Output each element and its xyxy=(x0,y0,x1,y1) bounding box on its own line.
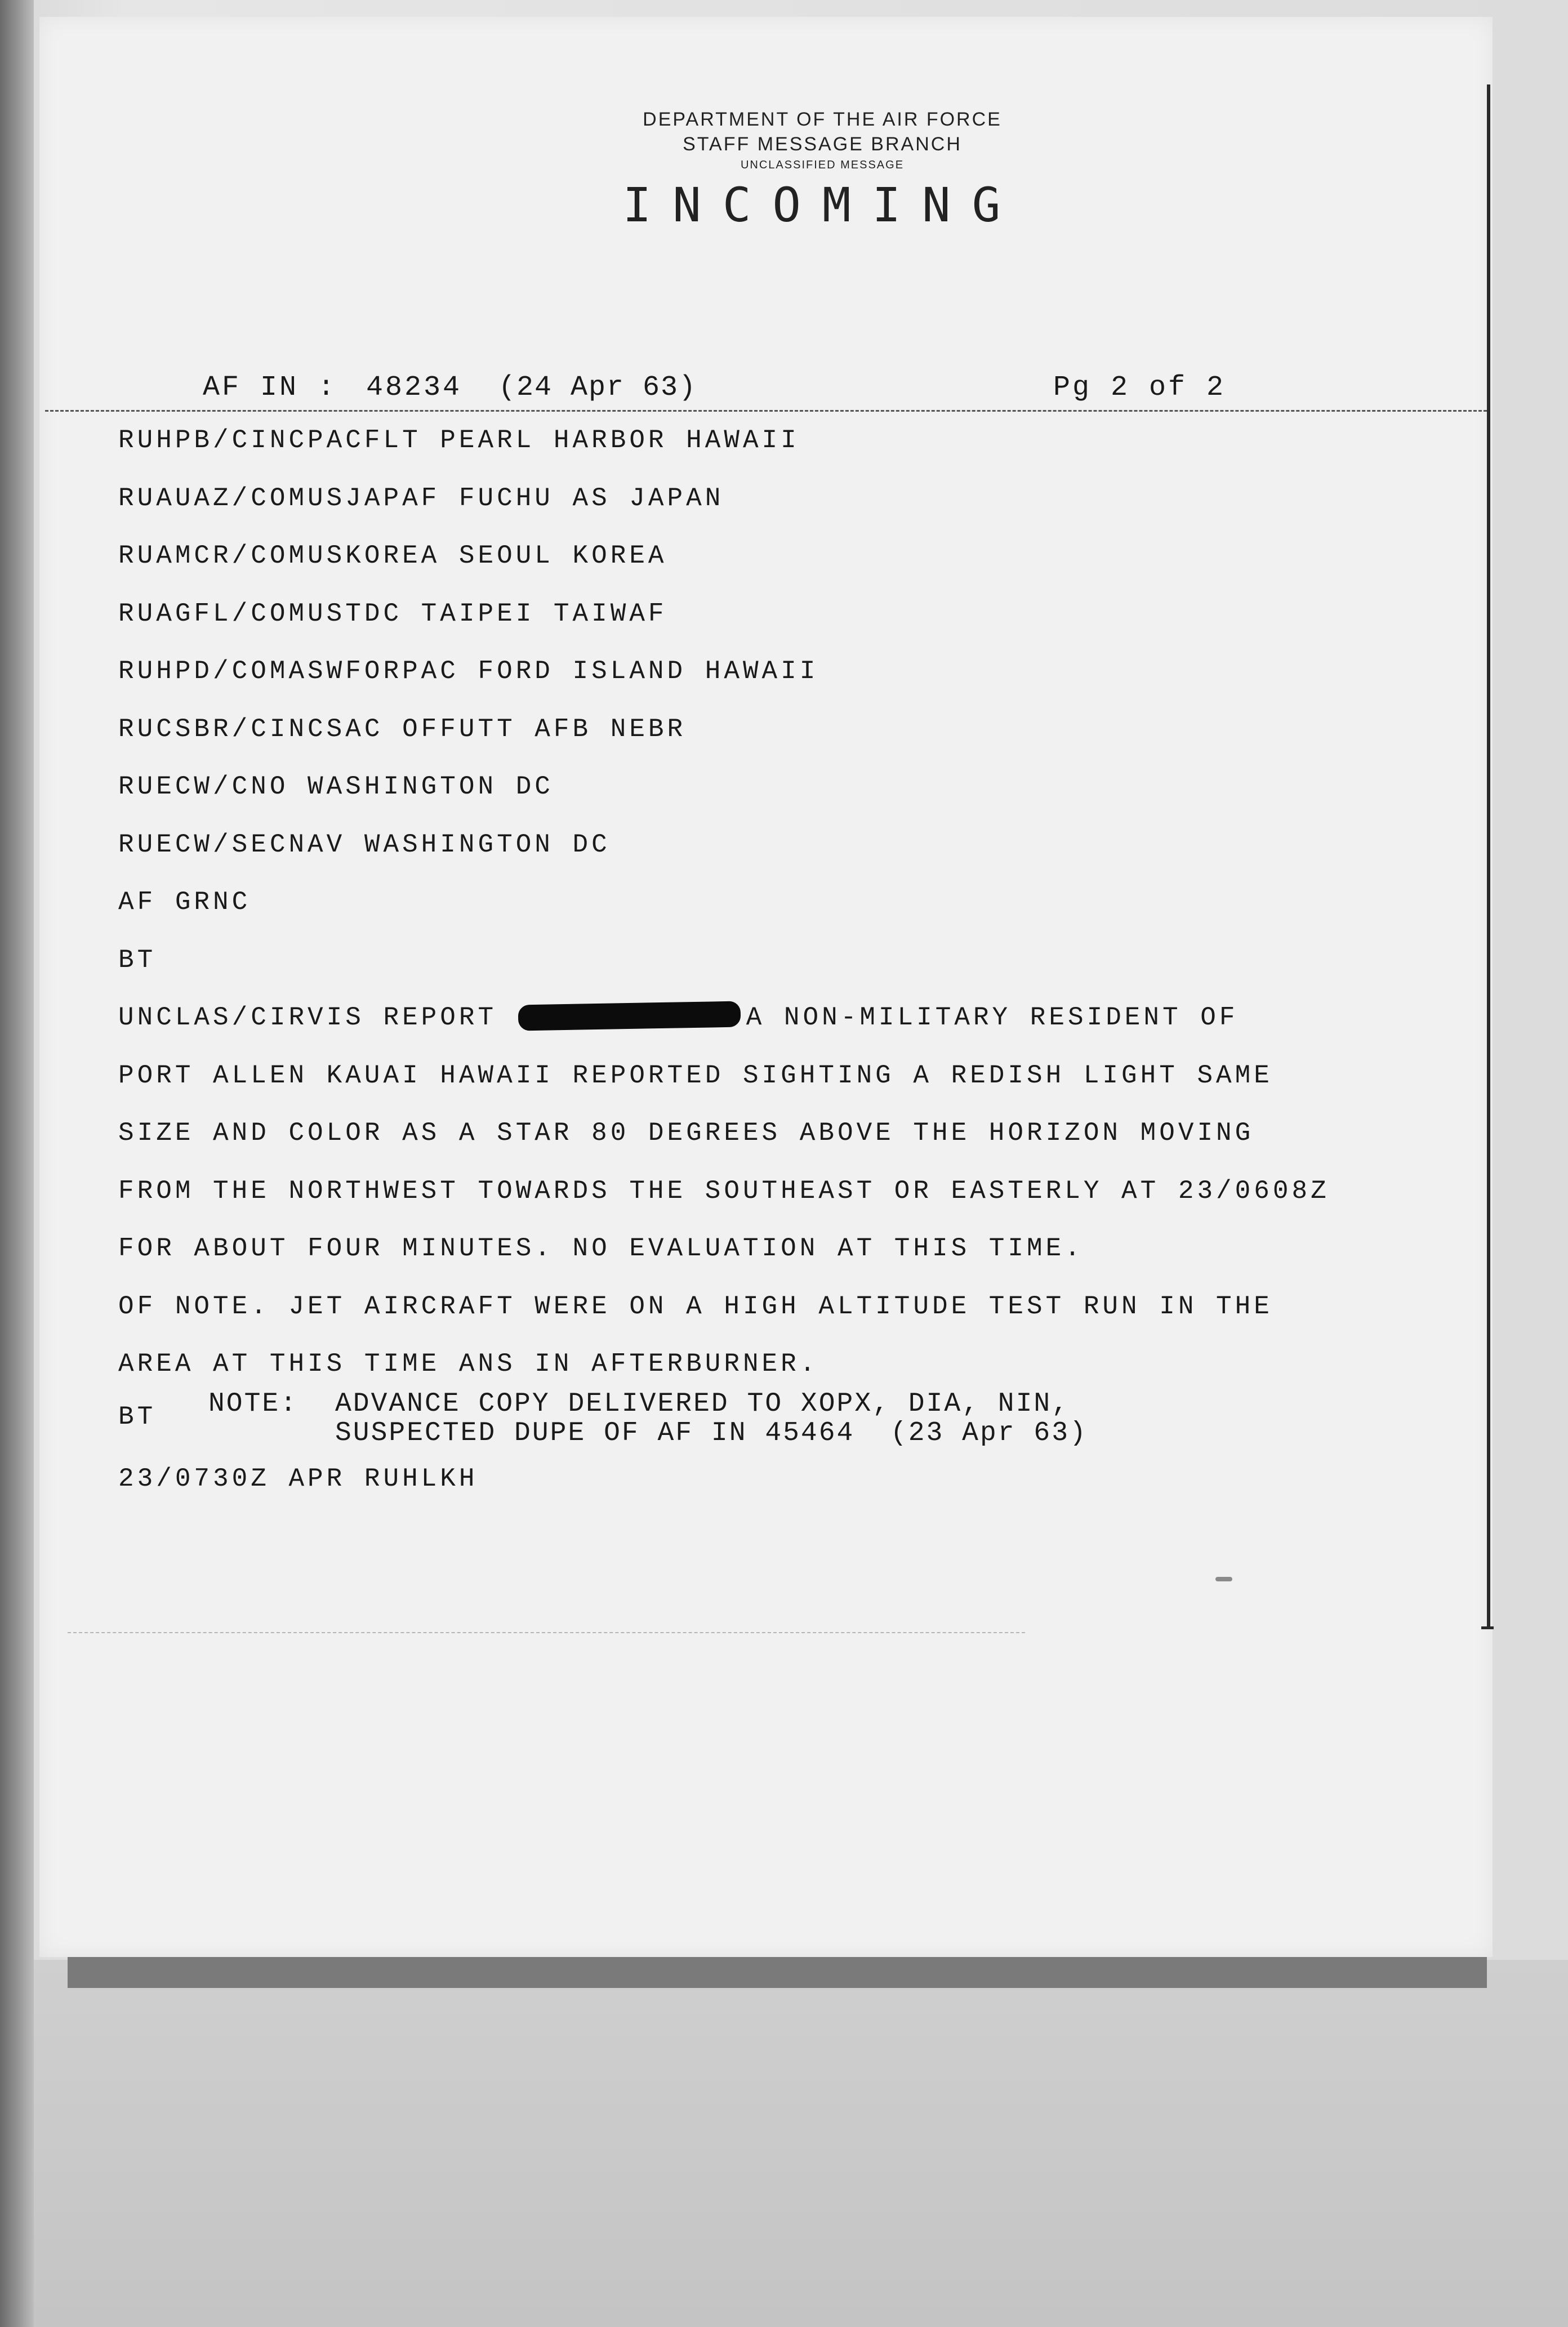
note-label: NOTE: xyxy=(208,1389,299,1419)
report-prefix: UNCLAS/CIRVIS REPORT xyxy=(118,1003,497,1032)
reference-line xyxy=(203,372,1273,411)
report-line: OF NOTE. JET AIRCRAFT WERE ON A HIGH ALTITUDE TEST RUN IN THE xyxy=(118,1291,1273,1321)
addressee-line: RUAGFL/COMUSTDC TAIPEI TAIWAF xyxy=(118,599,667,628)
page-indicator: Pg 2 of 2 xyxy=(1053,372,1226,404)
addressee-line: RUAUAZ/COMUSJAPAF FUCHU AS JAPAN xyxy=(118,483,724,513)
bottom-divider xyxy=(68,1632,1025,1633)
report-line: PORT ALLEN KAUAI HAWAII REPORTED SIGHTING A REDISH LIGHT SAME xyxy=(118,1060,1273,1090)
addressee-line: RUAMCR/COMUSKOREA SEOUL KOREA xyxy=(118,541,667,570)
report-line: FROM THE NORTHWEST TOWARDS THE SOUTHEAST OR EASTERLY AT 23/0608Z xyxy=(118,1176,1330,1206)
paper-speck xyxy=(1215,1577,1232,1581)
right-margin-rule xyxy=(1487,84,1490,1628)
right-margin-tick xyxy=(1481,1626,1494,1629)
note-line: SUSPECTED DUPE OF AF IN 45464 (23 Apr 63) xyxy=(335,1418,1088,1448)
ref-prefix: AF IN : xyxy=(203,372,337,404)
report-line: SIZE AND COLOR AS A STAR 80 DEGREES ABOVE THE HORIZON MOVING xyxy=(118,1118,1254,1148)
message-header xyxy=(563,107,1081,233)
report-line: FOR ABOUT FOUR MINUTES. NO EVALUATION AT THIS TIME. xyxy=(118,1234,1084,1263)
ref-date: (24 Apr 63) xyxy=(498,372,697,404)
addressee-line: RUCSBR/CINCSAC OFFUTT AFB NEBR xyxy=(118,714,687,744)
incoming-title: INCOMING xyxy=(622,177,1022,233)
redaction-mark xyxy=(518,1001,741,1031)
classification-label: UNCLASSIFIED MESSAGE xyxy=(740,159,905,171)
reference-divider xyxy=(45,410,1487,412)
photo-background-bottom xyxy=(0,1960,1568,2327)
break-marker: BT xyxy=(118,945,157,975)
branch-name: STAFF MESSAGE BRANCH xyxy=(683,133,962,155)
addressee-line: RUHPB/CINCPACFLT PEARL HARBOR HAWAII xyxy=(118,426,800,455)
report-suffix: A NON-MILITARY RESIDENT OF xyxy=(746,1003,1239,1032)
addressee-line: RUECW/SECNAV WASHINGTON DC xyxy=(118,830,611,859)
addressee-line: RUECW/CNO WASHINGTON DC xyxy=(118,772,554,801)
date-time-group: 23/0730Z APR RUHLKH xyxy=(118,1464,478,1494)
department-name: DEPARTMENT OF THE AIR FORCE xyxy=(643,109,1002,130)
ref-number: 48234 xyxy=(366,372,462,404)
note-line: ADVANCE COPY DELIVERED TO XOPX, DIA, NIN, xyxy=(335,1389,1070,1419)
addressee-line: RUHPD/COMASWFORPAC FORD ISLAND HAWAII xyxy=(118,657,819,686)
note-break-marker: BT xyxy=(118,1402,157,1432)
message-body xyxy=(118,424,1470,1405)
report-line: AREA AT THIS TIME ANS IN AFTERBURNER. xyxy=(118,1349,819,1379)
report-first-line xyxy=(118,1001,1470,1059)
addressee-line: AF GRNC xyxy=(118,888,251,917)
sheet-shadow xyxy=(68,1954,1487,1988)
film-edge xyxy=(0,0,34,2327)
